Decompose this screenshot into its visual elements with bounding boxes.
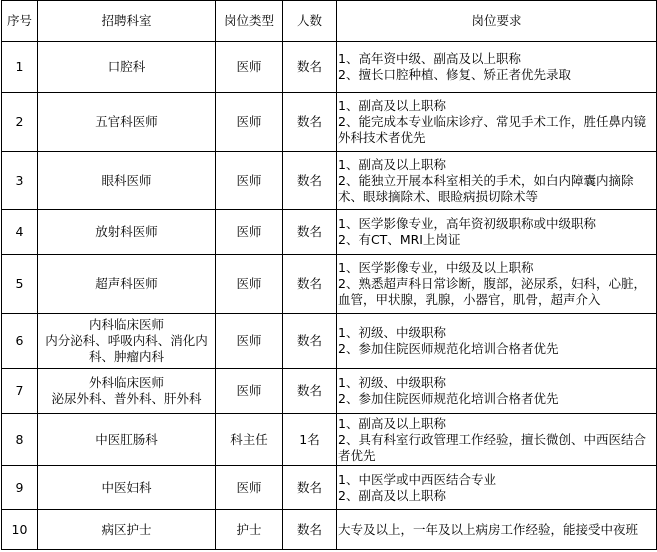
row-requirements: 1、医学影像专业，高年资初级职称或中级职称 2、有CT、MRI上岗证 [337,210,657,255]
row-count: 数名 [283,510,337,550]
header-type: 岗位类型 [216,1,283,42]
row-dept: 内科临床医师 内分泌科、呼吸内科、消化内科、肿瘤内科 [38,314,216,369]
row-type: 医师 [216,255,283,314]
row-count: 数名 [283,255,337,314]
row-count: 数名 [283,210,337,255]
row-dept: 中医肛肠科 [38,414,216,466]
recruitment-table [1,0,657,550]
row-dept: 放射科医师 [38,210,216,255]
row-no: 9 [2,466,38,510]
row-type: 医师 [216,93,283,152]
row-requirements: 1、副高及以上职称 2、能完成本专业临床诊疗、常见手术工作，胜任鼻内镜外科技术者优先 [337,93,657,152]
row-requirements: 1、高年资中级、副高及以上职称 2、擅长口腔种植、修复、矫正者优先录取 [337,42,657,93]
row-dept: 超声科医师 [38,255,216,314]
row-type: 科主任 [216,414,283,466]
table-row [2,466,657,510]
row-no: 4 [2,210,38,255]
row-requirements: 1、中医学或中西医结合专业 2、副高及以上职称 [337,466,657,510]
row-dept: 眼科医师 [38,152,216,210]
row-type: 医师 [216,466,283,510]
row-requirements: 1、医学影像专业，中级及以上职称 2、熟悉超声科日常诊断，腹部，泌尿系，妇科，心脏，血管，甲状腺，乳腺，小器官，肌骨，超声介入 [337,255,657,314]
row-no: 5 [2,255,38,314]
row-type: 医师 [216,152,283,210]
row-count: 数名 [283,152,337,210]
row-type: 护士 [216,510,283,550]
table-row [2,369,657,414]
table-row [2,314,657,369]
table-row [2,152,657,210]
table-row [2,510,657,550]
table-row [2,414,657,466]
table-row [2,255,657,314]
row-dept: 中医妇科 [38,466,216,510]
table-row [2,42,657,93]
row-dept: 外科临床医师 泌尿外科、普外科、肝外科 [38,369,216,414]
row-requirements: 1、副高及以上职称 2、能独立开展本科室相关的手术，如白内障囊内摘除术、眼球摘除术、眼睑病损切除术等 [337,152,657,210]
row-requirements: 1、副高及以上职称 2、具有科室行政管理工作经验，擅长微创、中西医结合者优先 [337,414,657,466]
header-requirements: 岗位要求 [337,1,657,42]
row-requirements: 1、初级、中级职称 2、参加住院医师规范化培训合格者优先 [337,314,657,369]
row-count: 数名 [283,369,337,414]
row-requirements: 大专及以上，一年及以上病房工作经验，能接受中夜班 [337,510,657,550]
header-row [2,1,657,42]
row-type: 医师 [216,314,283,369]
row-count: 数名 [283,314,337,369]
row-requirements: 1、初级、中级职称 2、参加住院医师规范化培训合格者优先 [337,369,657,414]
row-no: 2 [2,93,38,152]
row-dept: 五官科医师 [38,93,216,152]
header-dept: 招聘科室 [38,1,216,42]
header-no: 序号 [2,1,38,42]
row-type: 医师 [216,369,283,414]
row-no: 8 [2,414,38,466]
row-no: 10 [2,510,38,550]
row-count: 数名 [283,93,337,152]
table-row [2,210,657,255]
row-type: 医师 [216,42,283,93]
row-count: 数名 [283,42,337,93]
header-count: 人数 [283,1,337,42]
row-count: 1名 [283,414,337,466]
row-no: 1 [2,42,38,93]
row-no: 6 [2,314,38,369]
row-dept: 口腔科 [38,42,216,93]
row-count: 数名 [283,466,337,510]
row-dept: 病区护士 [38,510,216,550]
row-no: 7 [2,369,38,414]
row-no: 3 [2,152,38,210]
table-row [2,93,657,152]
row-type: 医师 [216,210,283,255]
